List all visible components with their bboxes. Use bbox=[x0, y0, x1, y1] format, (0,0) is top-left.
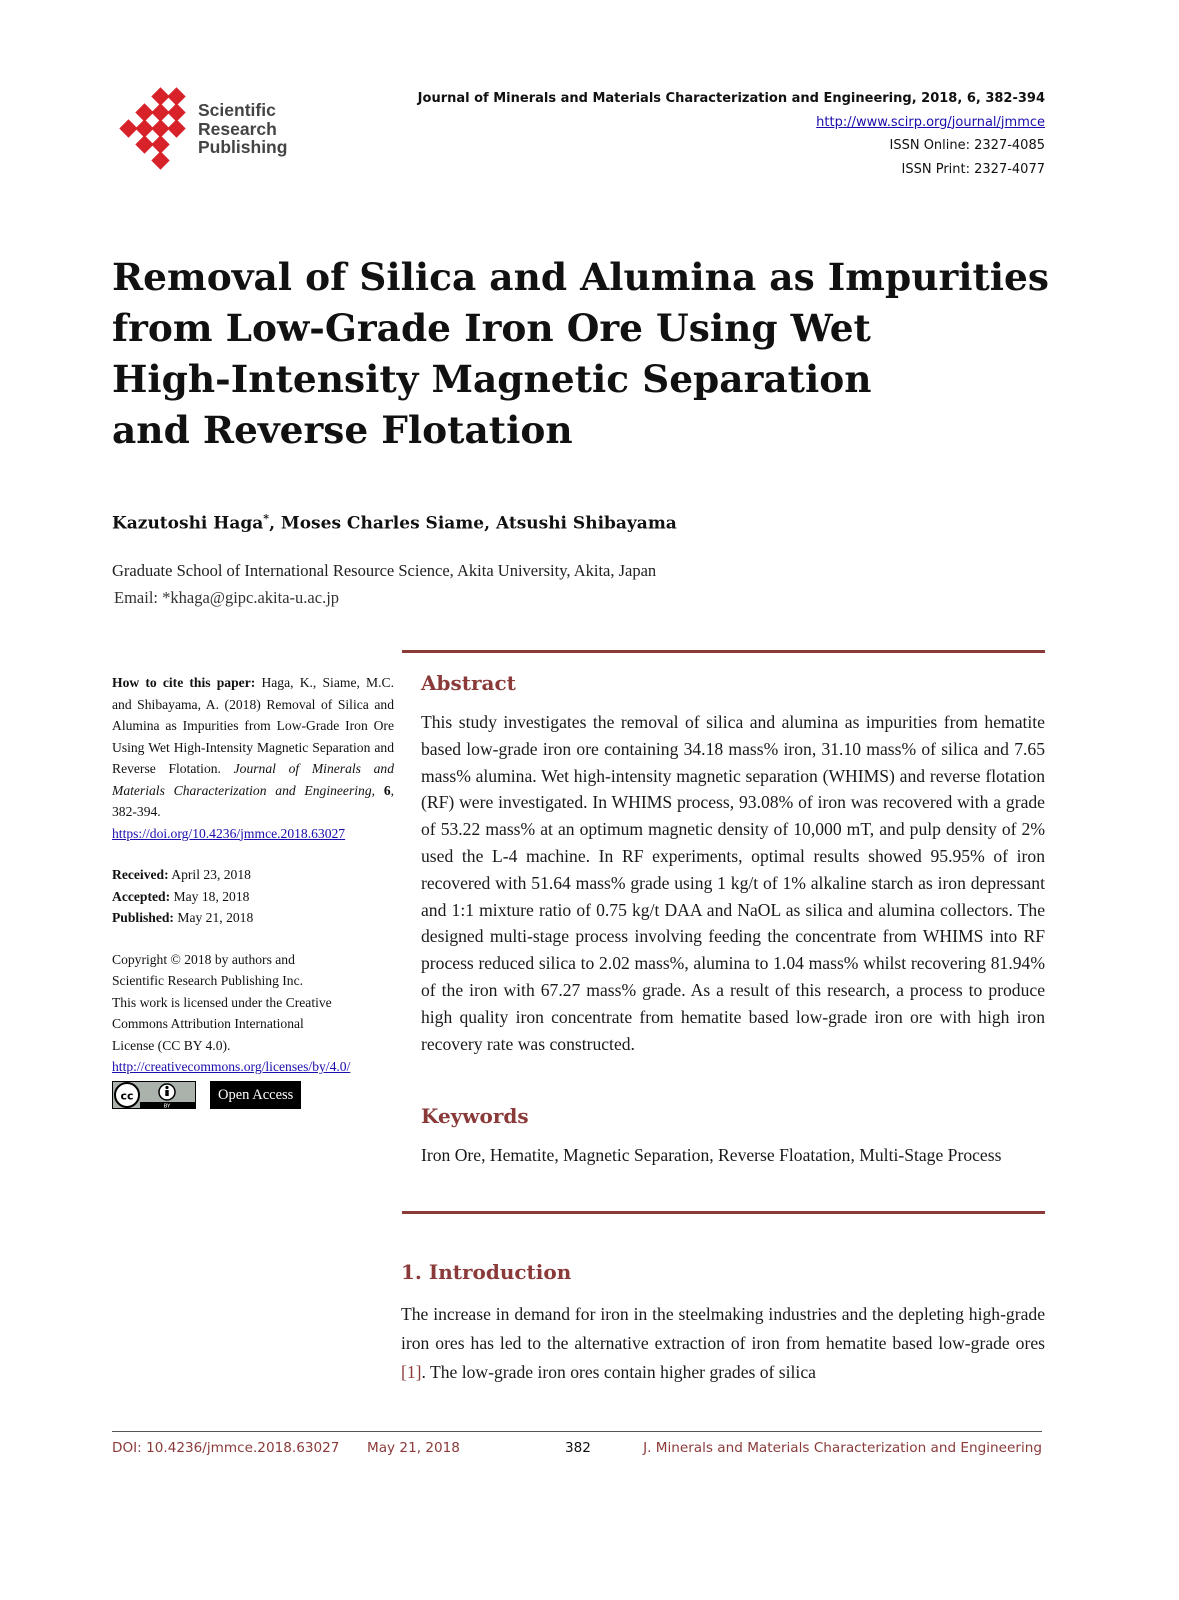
issn-online: ISSN Online: 2327-4085 bbox=[889, 138, 1045, 153]
journal-info bbox=[418, 87, 1045, 181]
intro-text-part: The increase in demand for iron in the steelmaking industries and the depleting high-grade iron ores has led to the alternative extraction of iron from hematite based low-grade ores bbox=[401, 1304, 1045, 1353]
intro-text-part: . The low-grade iron ores contain higher grades of silica bbox=[421, 1362, 816, 1382]
footer-date: May 21, 2018 bbox=[367, 1440, 460, 1456]
cite-journal: Journal of Minerals and Materials Characterization and Engineering bbox=[112, 761, 394, 798]
license-link[interactable]: http://creativecommons.org/licenses/by/4.0/ bbox=[112, 1059, 351, 1074]
copyright-line: This work is licensed under the Creative bbox=[112, 994, 332, 1010]
affiliation: Graduate School of International Resource Science, Akita University, Akita, Japan bbox=[112, 561, 657, 580]
received-date bbox=[112, 864, 394, 886]
published-label: Published: bbox=[112, 910, 174, 925]
accepted-value: May 18, 2018 bbox=[173, 888, 250, 904]
accepted-label: Accepted: bbox=[112, 888, 171, 904]
cite-text: Haga, K., Siame, M.C. and Shibayama, A. (2018) Removal of Silica and Alumina as Impurities from Low-Grade Iron Ore Using Wet High-Intensity Magnetic Separation and Reverse Flotation. bbox=[112, 675, 395, 776]
copyright-line: Commons Attribution International bbox=[112, 1016, 304, 1031]
article-info-sidebar bbox=[112, 672, 394, 1109]
article-title-line: from Low-Grade Iron Ore Using Wet bbox=[112, 306, 871, 350]
svg-text:cc: cc bbox=[120, 1089, 134, 1102]
article-title bbox=[112, 252, 1052, 456]
journal-title: Journal of Minerals and Materials Characterization and Engineering, 2018, 6, 382-394 bbox=[417, 91, 1045, 106]
article-title-line: Removal of Silica and Alumina as Impurities bbox=[112, 255, 1050, 299]
received-label: Received: bbox=[112, 867, 169, 882]
introduction-text bbox=[401, 1300, 1045, 1387]
author-list bbox=[112, 512, 677, 534]
abstract-bottom-rule bbox=[402, 1211, 1045, 1214]
cite-pages: 382-394. bbox=[112, 804, 161, 819]
page-number: 382 bbox=[565, 1440, 591, 1456]
cite-label: How to cite this paper: bbox=[112, 675, 256, 690]
citation: How to cite this paper: Haga, K., Siame, M.C. and Shibayama, A. (2018) Removal of Silica and Alumina as Impurities from Low-Grade Iron Ore Using Wet High-Intensity Magnetic Separation and Reverse Flotation. Journal of Minerals and Materials Characterization and Engineering, 6, 382-394. bbox=[112, 675, 395, 819]
open-access-badge: Open Access bbox=[210, 1081, 301, 1109]
doi-link[interactable]: https://doi.org/10.4236/jmmce.2018.63027 bbox=[112, 825, 346, 841]
publisher-name bbox=[198, 101, 287, 157]
accepted-date bbox=[112, 886, 394, 908]
cc-by-label: BY bbox=[163, 1103, 171, 1109]
publisher-name-line: Scientific bbox=[198, 100, 276, 120]
copyright-notice bbox=[112, 949, 394, 1057]
introduction-heading: 1. Introduction bbox=[401, 1260, 572, 1284]
abstract-heading: Abstract bbox=[421, 671, 516, 695]
copyright-line: Scientific Research Publishing Inc. bbox=[112, 973, 304, 988]
article-title-line: and Reverse Flotation bbox=[112, 408, 573, 452]
author-names: , Moses Charles Siame, Atsushi Shibayama bbox=[269, 513, 677, 534]
license-badges bbox=[112, 1081, 394, 1109]
cc-by-license-icon[interactable] bbox=[112, 1081, 196, 1109]
email: Email: *khaga@gipc.akita-u.ac.jp bbox=[114, 588, 340, 607]
article-title-line: High-Intensity Magnetic Separation bbox=[112, 357, 872, 401]
footer-journal-name: J. Minerals and Materials Characterization and Engineering bbox=[643, 1440, 1042, 1456]
journal-url-link[interactable]: http://www.scirp.org/journal/jmmce bbox=[816, 114, 1045, 130]
abstract-top-rule bbox=[402, 650, 1045, 653]
reference-link[interactable]: [1] bbox=[401, 1362, 422, 1382]
published-value: May 21, 2018 bbox=[177, 910, 254, 925]
received-value: April 23, 2018 bbox=[171, 867, 251, 882]
published-date bbox=[112, 907, 394, 929]
issn-print: ISSN Print: 2327-4077 bbox=[901, 161, 1045, 177]
copyright-line: License (CC BY 4.0). bbox=[112, 1037, 231, 1053]
keywords-text: Iron Ore, Hematite, Magnetic Separation, Reverse Floatation, Multi-Stage Process bbox=[421, 1145, 1002, 1165]
copyright-line: Copyright © 2018 by authors and bbox=[112, 951, 295, 967]
publisher-name-line: Publishing bbox=[198, 137, 288, 157]
author-name: Kazutoshi Haga bbox=[112, 513, 264, 534]
abstract-text: This study investigates the removal of silica and alumina as impurities from hematite based low-grade iron ore containing 34.18 mass% iron, 31.10 mass% of silica and 7.65 mass% alumina. Wet high-intensity magnetic separation (WHIMS) and reverse flotation (RF) were investigated. In WHIMS process, 93.08% of iron was recovered with a grade of 53.22 mass% at an optimum magnetic density of 10,000 mT, and pulp density of 2% used the L-4 machine. In RF experiments, optimal results showed 95.95% of iron recovered with 51.64 mass% grade using 1 kg/t of 1% alkaline starch as iron depressant and 1:1 mixture ratio of 0.75 kg/t DAA and NaOL as silica and alumina collectors. The designed multi-stage process involving feeding the concentrate from WHIMS into RF process reduced silica to 2.02 mass%, alumina to 1.04 mass% whilst recovering 81.94% of the iron with 67.27 mass% grade. As a result of this research, a process to produce high quality iron concentrate from hematite based low-grade iron ore with high iron recovery rate was constructed. bbox=[421, 712, 1045, 1054]
publisher-name-line: Research bbox=[198, 118, 277, 139]
footer-doi: DOI: 10.4236/jmmce.2018.63027 bbox=[112, 1440, 340, 1456]
cite-volume: 6 bbox=[383, 782, 391, 798]
article-dates bbox=[112, 864, 394, 929]
keywords-heading: Keywords bbox=[421, 1104, 529, 1128]
corresponding-author-mark: * bbox=[263, 512, 270, 525]
footer-rule bbox=[112, 1431, 1042, 1432]
